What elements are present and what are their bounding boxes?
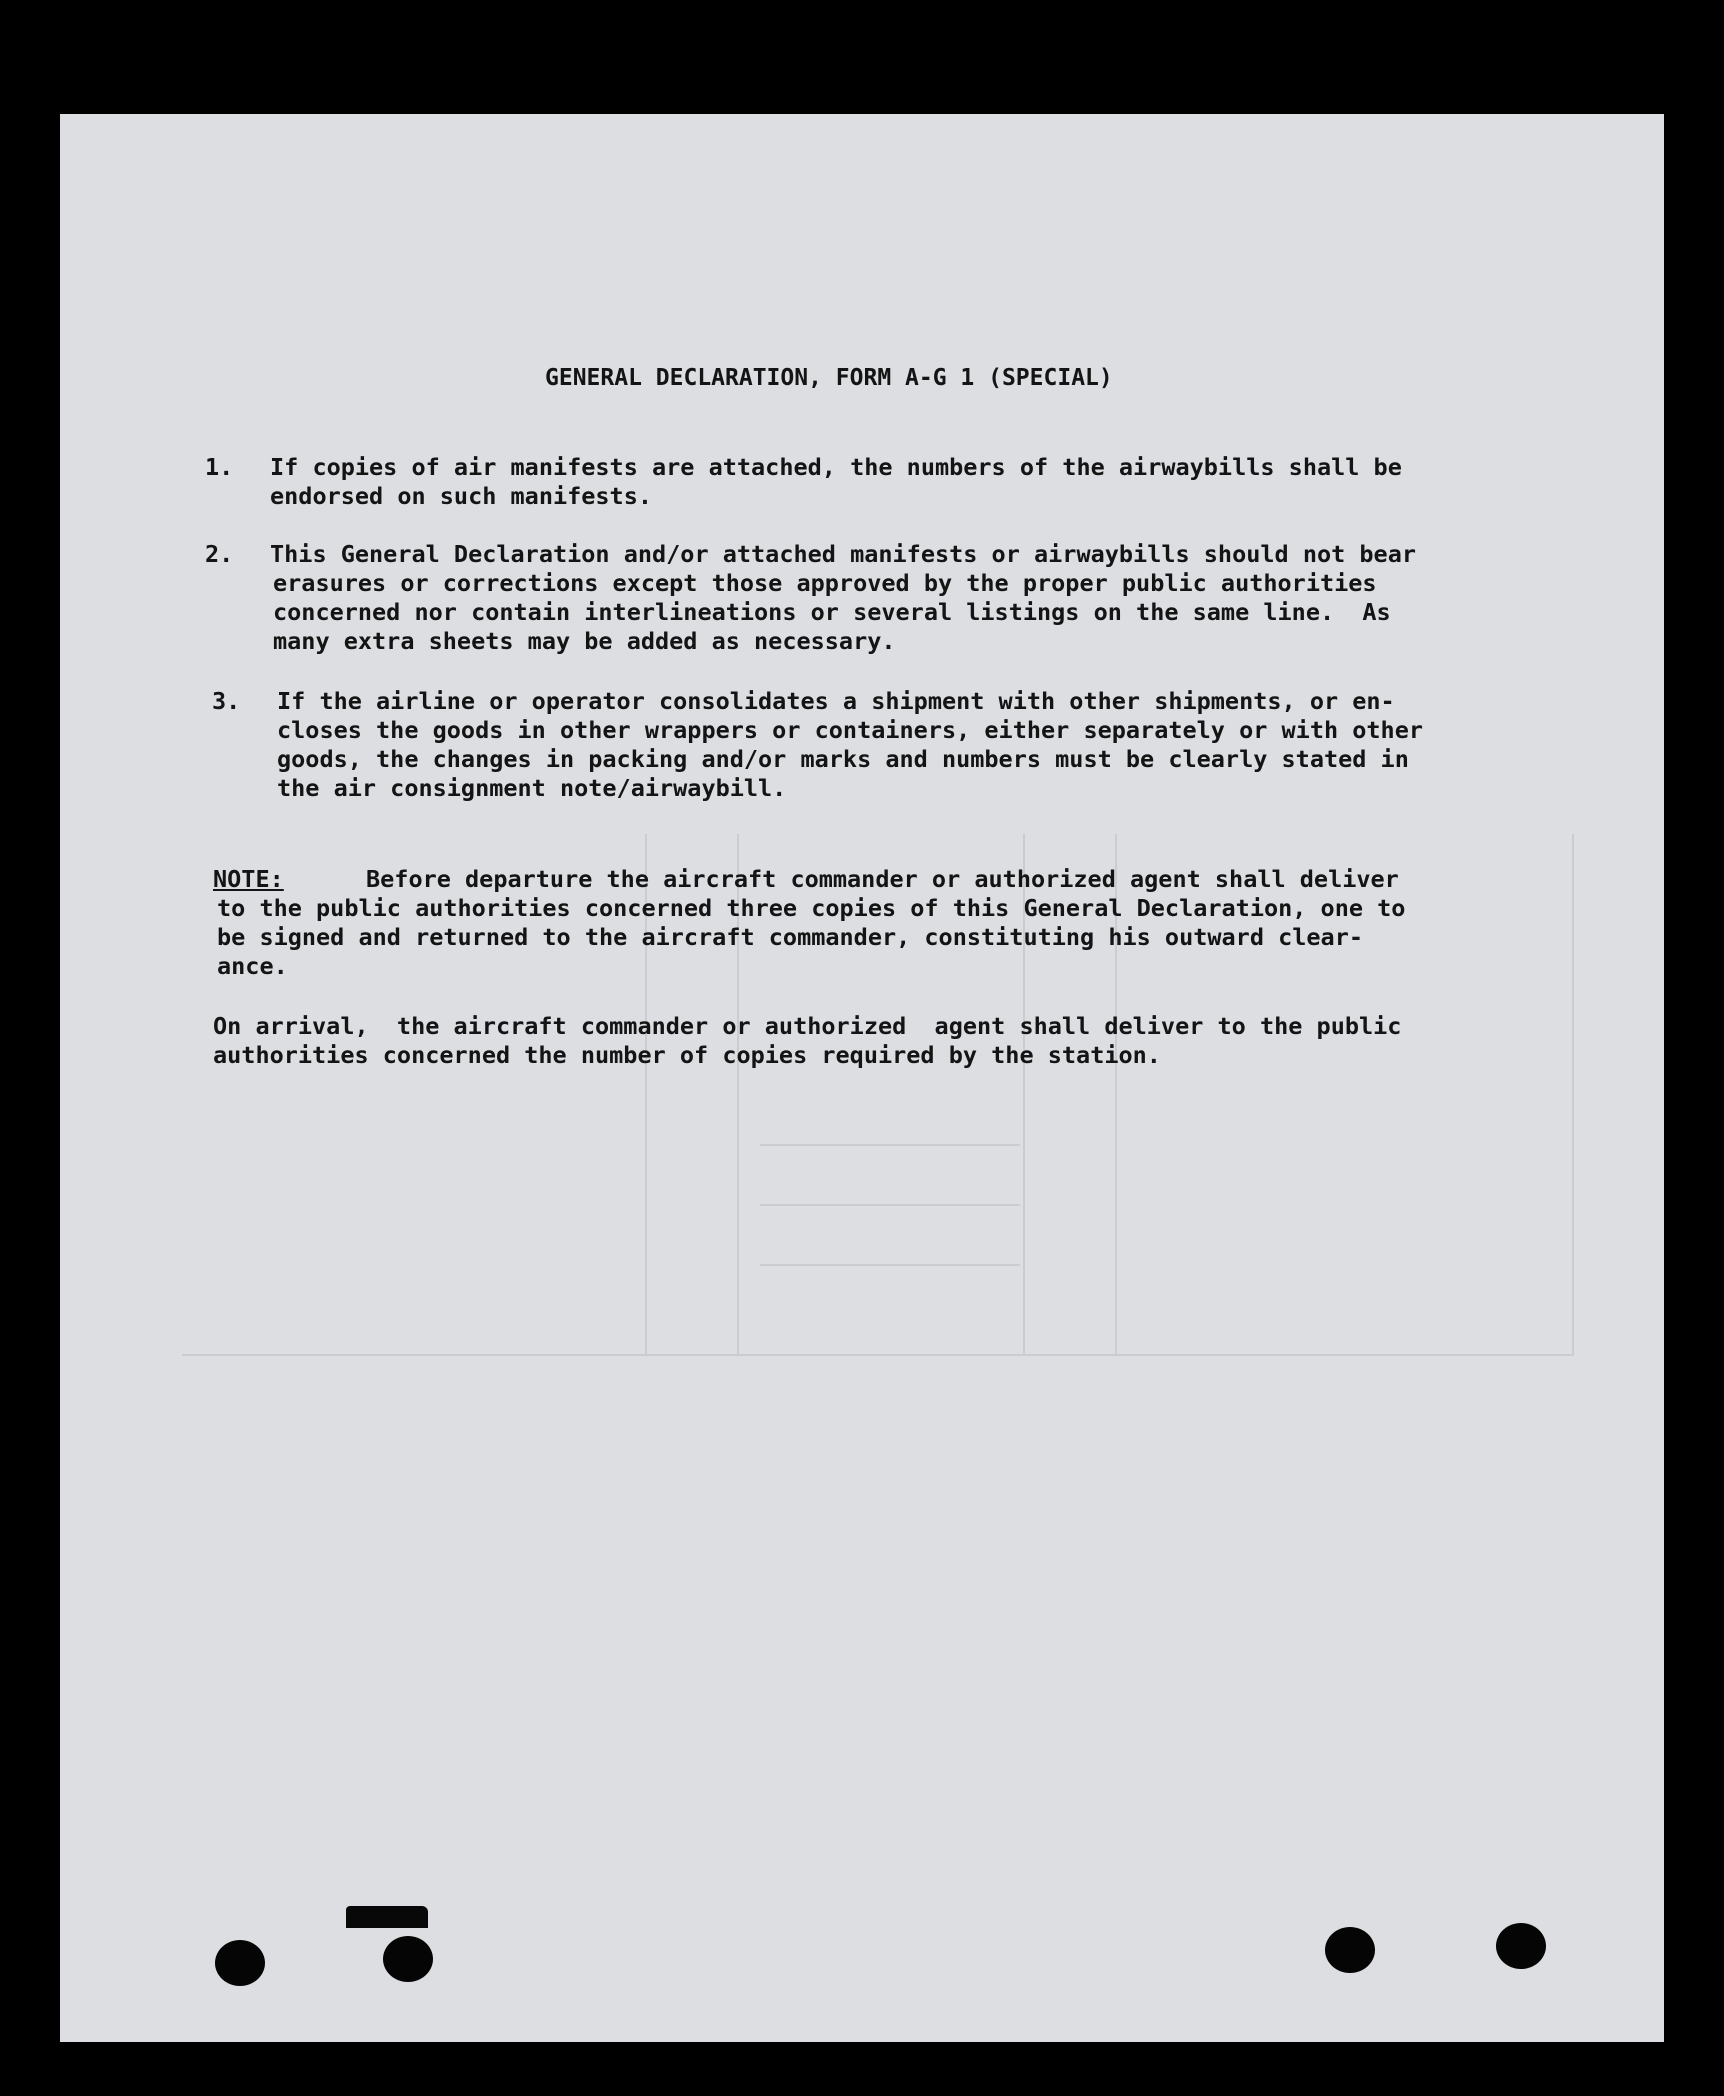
punch-hole (1325, 1927, 1375, 1973)
document-page (60, 114, 1664, 2042)
show-through-line (760, 1144, 1020, 1146)
item-2-line: This General Declaration and/or attached manifests or airwaybills should not bear (270, 540, 1417, 568)
punch-hole (383, 1936, 433, 1982)
item-number: 2. (205, 540, 234, 568)
item-1-line: endorsed on such manifests. (270, 482, 653, 510)
item-3-line: If the airline or operator consolidates a shipment with other shipments, or en- (277, 687, 1395, 715)
item-2-line: many extra sheets may be added as necessary. (273, 627, 896, 655)
item-3-line: closes the goods in other wrappers or containers, either separately or with other (277, 716, 1424, 744)
punch-hole (215, 1940, 265, 1986)
show-through-line (760, 1204, 1020, 1206)
item-3-line: the air consignment note/airwaybill. (277, 774, 787, 802)
note-line: Before departure the aircraft commander or authorized agent shall deliver (366, 865, 1399, 893)
item-1-line: If copies of air manifests are attached, the numbers of the airwaybills shall be (270, 453, 1402, 481)
note-line: ance. (217, 952, 288, 980)
arrival-line: authorities concerned the number of copies required by the station. (213, 1041, 1161, 1069)
punch-hole (1496, 1923, 1546, 1969)
item-2-line: erasures or corrections except those approved by the proper public authorities (273, 569, 1377, 597)
item-2-line: concerned nor contain interlineations or several listings on the same line. As (273, 598, 1391, 626)
note-label: NOTE: (213, 865, 284, 893)
note-line: to the public authorities concerned three copies of this General Declaration, one to (217, 894, 1406, 922)
item-number: 1. (205, 453, 234, 481)
note-line: be signed and returned to the aircraft commander, constituting his outward clear- (217, 923, 1364, 951)
binding-tab (346, 1906, 428, 1928)
document-title: GENERAL DECLARATION, FORM A-G 1 (SPECIAL) (545, 365, 1113, 391)
show-through-line (1572, 834, 1574, 1354)
arrival-line: On arrival, the aircraft commander or authorized agent shall deliver to the public (213, 1012, 1402, 1040)
item-3-line: goods, the changes in packing and/or marks and numbers must be clearly stated in (277, 745, 1409, 773)
show-through-line (760, 1264, 1020, 1266)
show-through-line (182, 1354, 1574, 1356)
item-number: 3. (212, 687, 241, 715)
